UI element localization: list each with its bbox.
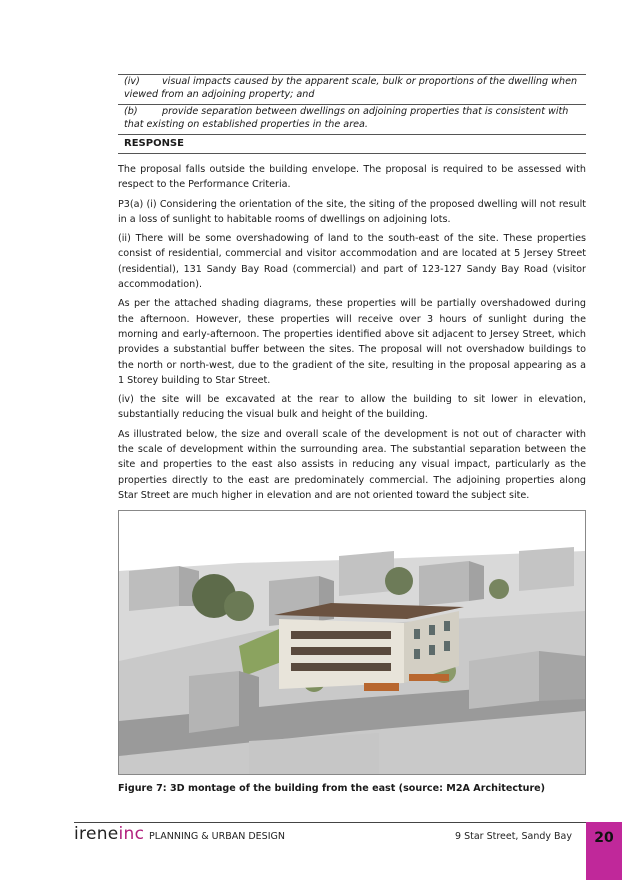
criterion-number: (b)	[124, 106, 138, 117]
criteria-rule	[118, 104, 586, 105]
paragraph: (iv) the site will be excavated at the rear to allow the building to sit lower in elevation, substantially reducing the visual bulk and height of the building.	[118, 394, 586, 421]
criterion-text: provide separation between dwellings on adjoining properties that is consistent with that existing on established properties in the area.	[124, 106, 569, 130]
paragraph: The proposal falls outside the building envelope. The proposal is required to be assessed with respect to the Performance Criteria.	[118, 164, 586, 191]
footer-rule	[74, 822, 586, 823]
criterion-b	[124, 106, 586, 131]
criterion-iv	[124, 76, 586, 101]
footer-address: 9 Star Street, Sandy Bay	[455, 831, 572, 842]
response-heading: RESPONSE	[118, 134, 586, 154]
footer-logo	[74, 824, 144, 844]
page-content	[118, 74, 586, 794]
logo-main-text: irene	[74, 824, 119, 844]
paragraph: (ii) There will be some overshadowing of land to the south-east of the site. These properties consist of residential, commercial and visitor accommodation and are located at 5 Jersey Street (residential), 131 Sandy Bay Road (commercial) and part of 123-127 Sandy Bay Road (visitor accommodation).	[118, 233, 586, 291]
criteria-top-rule	[118, 74, 586, 75]
figure-caption: Figure 7: 3D montage of the building from the east (source: M2A Architecture)	[118, 783, 546, 795]
paragraph: As per the attached shading diagrams, these properties will be partially overshadowed during the afternoon. However, these properties will receive over 3 hours of sunlight during the morning and early-afternoon. The properties identified above sit adjacent to Jersey Street, which provides a substantial buffer between the sites. The proposal will not overshadow buildings to the north or north-west, due to the gradient of the site, resulting in the proposal appearing as a 1 Storey building to Star Street.	[118, 298, 586, 386]
page-number: 20	[594, 830, 614, 846]
montage-illustration	[119, 511, 585, 774]
footer-tagline: PLANNING & URBAN DESIGN	[149, 831, 285, 842]
criterion-number: (iv)	[124, 76, 140, 87]
criterion-text: visual impacts caused by the apparent scale, bulk or proportions of the dwelling when viewed from an adjoining property; and	[124, 76, 578, 100]
paragraph: P3(a) (i) Considering the orientation of the site, the siting of the proposed dwelling will not result in a loss of sunlight to habitable rooms of dwellings on adjoining lots.	[118, 198, 586, 225]
paragraph: As illustrated below, the size and overall scale of the development is not out of character with the scale of development within the surrounding area. The substantial separation between the site and properties to the east also assists in reducing any visual impact, particularly as the properties directly to the east are predominately commercial. The adjoining properties along Star Street are much higher in elevation and are not oriented toward the subject site.	[118, 428, 586, 501]
logo-accent-text: inc	[118, 824, 145, 844]
building-montage-image	[118, 510, 586, 775]
